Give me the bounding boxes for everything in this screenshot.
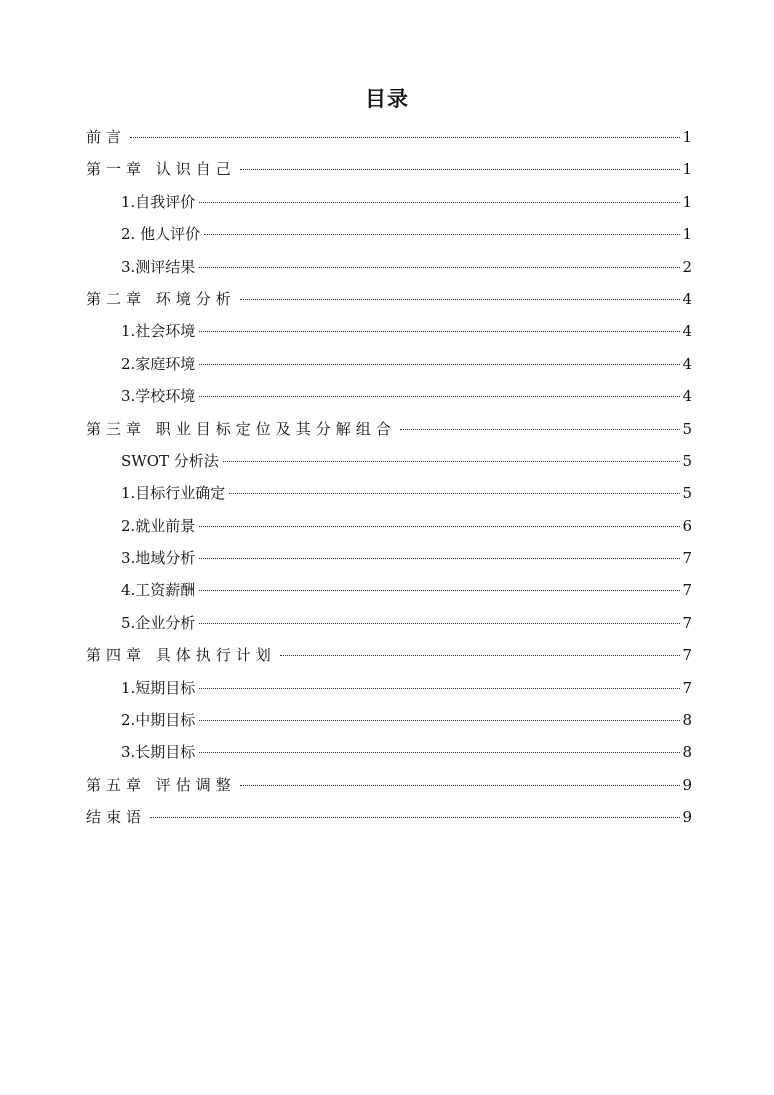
dot-leader bbox=[199, 267, 680, 268]
toc-entry-label: 2. 他人评价 bbox=[121, 225, 201, 244]
toc-entry-label: 第一章 认识自己 bbox=[86, 160, 236, 179]
toc-entry-label: 3.学校环境 bbox=[121, 387, 196, 406]
toc-subentry[interactable] bbox=[86, 315, 692, 347]
toc-page-number: 4 bbox=[682, 354, 692, 373]
dot-leader bbox=[199, 590, 680, 591]
dot-leader bbox=[199, 202, 680, 203]
toc-subentry[interactable] bbox=[86, 542, 692, 574]
toc-entry[interactable] bbox=[86, 769, 692, 801]
toc-page-number: 8 bbox=[682, 711, 692, 730]
toc-entry-label: 第四章 具体执行计划 bbox=[86, 646, 276, 665]
toc-entry[interactable] bbox=[86, 283, 692, 315]
toc-page-number: 1 bbox=[682, 225, 692, 244]
toc-page-number: 4 bbox=[682, 387, 692, 406]
toc-page-number: 1 bbox=[682, 192, 692, 211]
toc-entry[interactable] bbox=[86, 153, 692, 185]
dot-leader bbox=[240, 299, 681, 300]
toc-page-number: 8 bbox=[682, 743, 692, 762]
toc-entry-label: 2.就业前景 bbox=[121, 516, 196, 535]
dot-leader bbox=[199, 558, 680, 559]
toc-entry-label: 2.中期目标 bbox=[121, 711, 196, 730]
toc-page-number: 7 bbox=[682, 678, 692, 697]
dot-leader bbox=[240, 785, 681, 786]
toc-subentry[interactable] bbox=[86, 477, 692, 509]
dot-leader bbox=[199, 623, 680, 624]
toc-subentry[interactable] bbox=[86, 445, 692, 477]
toc-entry-label: 3.长期目标 bbox=[121, 743, 196, 762]
dot-leader bbox=[150, 817, 680, 818]
toc-page-number: 7 bbox=[682, 646, 692, 665]
toc-entry-label: 5.企业分析 bbox=[121, 613, 196, 632]
toc-page-number: 5 bbox=[682, 451, 692, 470]
toc-entry-label: 1.社会环境 bbox=[121, 322, 196, 341]
toc-entry[interactable] bbox=[86, 801, 692, 833]
toc-subentry[interactable] bbox=[86, 348, 692, 380]
dot-leader bbox=[199, 526, 680, 527]
toc-subentry[interactable] bbox=[86, 574, 692, 606]
toc-entry-label: 第二章 环境分析 bbox=[86, 289, 236, 308]
dot-leader bbox=[199, 396, 680, 397]
toc-entry-label: 2.家庭环境 bbox=[121, 354, 196, 373]
toc-page-number: 6 bbox=[682, 516, 692, 535]
toc-subentry[interactable] bbox=[86, 672, 692, 704]
toc-entry-label: 第五章 评估调整 bbox=[86, 775, 236, 794]
toc-page-number: 1 bbox=[682, 128, 692, 146]
toc-subentry[interactable] bbox=[86, 380, 692, 412]
toc-entry-label: 3.地域分析 bbox=[121, 549, 196, 568]
toc-entry-label: 1.目标行业确定 bbox=[121, 484, 226, 503]
toc-page-number: 1 bbox=[682, 160, 692, 179]
page-title: 目录 bbox=[365, 87, 409, 111]
dot-leader bbox=[130, 137, 680, 138]
toc-entry[interactable] bbox=[86, 639, 692, 671]
toc-page-number: 4 bbox=[682, 322, 692, 341]
dot-leader bbox=[204, 234, 680, 235]
toc-subentry[interactable] bbox=[86, 186, 692, 218]
toc-page-number: 7 bbox=[682, 549, 692, 568]
toc-subentry[interactable] bbox=[86, 218, 692, 250]
toc-page-number: 7 bbox=[682, 581, 692, 600]
toc-entry[interactable] bbox=[86, 413, 692, 445]
dot-leader bbox=[400, 429, 681, 430]
table-of-contents bbox=[86, 121, 692, 834]
dot-leader bbox=[240, 169, 681, 170]
toc-entry-label: 4.工资薪酬 bbox=[121, 581, 196, 600]
dot-leader bbox=[229, 493, 680, 494]
toc-subentry[interactable] bbox=[86, 510, 692, 542]
toc-entry-label: 前言 bbox=[86, 128, 127, 146]
dot-leader bbox=[199, 752, 680, 753]
toc-page-number: 5 bbox=[682, 484, 692, 503]
toc-subentry[interactable] bbox=[86, 704, 692, 736]
toc-page-number: 7 bbox=[682, 613, 692, 632]
toc-entry[interactable] bbox=[86, 121, 692, 153]
dot-leader bbox=[199, 720, 680, 721]
toc-entry-label: SWOT 分析法 bbox=[121, 451, 219, 470]
toc-entry-label: 第三章 职业目标定位及其分解组合 bbox=[86, 419, 396, 438]
dot-leader bbox=[199, 331, 680, 332]
toc-page-number: 4 bbox=[682, 289, 692, 308]
dot-leader bbox=[223, 461, 681, 462]
toc-subentry[interactable] bbox=[86, 251, 692, 283]
toc-entry-label: 1.短期目标 bbox=[121, 678, 196, 697]
dot-leader bbox=[199, 364, 680, 365]
dot-leader bbox=[199, 688, 680, 689]
toc-subentry[interactable] bbox=[86, 736, 692, 768]
toc-entry-label: 结束语 bbox=[86, 808, 147, 827]
toc-page-number: 9 bbox=[682, 808, 692, 827]
dot-leader bbox=[280, 655, 681, 656]
toc-entry-label: 1.自我评价 bbox=[121, 192, 196, 211]
toc-page-number: 2 bbox=[682, 257, 692, 276]
toc-entry-label: 3.测评结果 bbox=[121, 257, 196, 276]
toc-page-number: 5 bbox=[682, 419, 692, 438]
toc-subentry[interactable] bbox=[86, 607, 692, 639]
toc-page-number: 9 bbox=[682, 775, 692, 794]
